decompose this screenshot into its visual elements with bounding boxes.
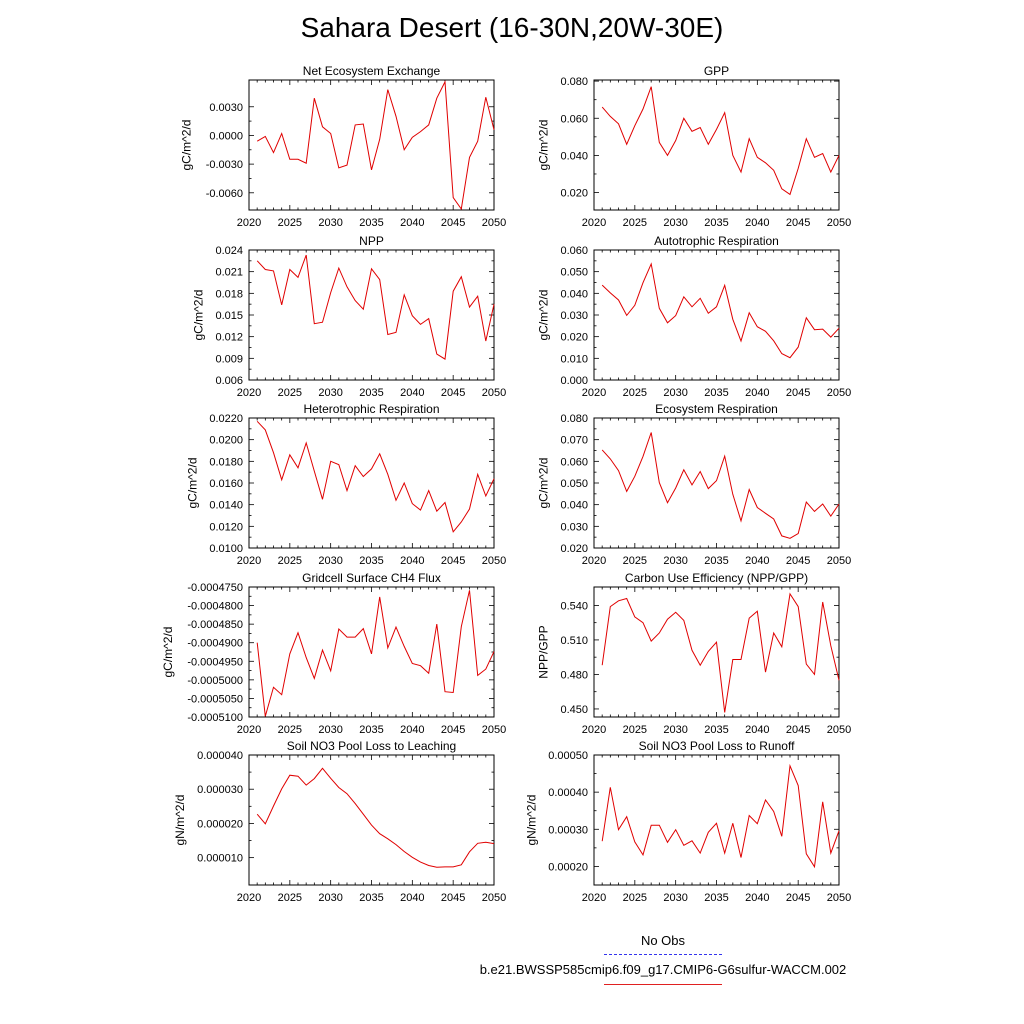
x-tick-label: 2040 <box>400 892 425 904</box>
y-tick-label: 0.0160 <box>209 478 243 490</box>
x-tick-label: 2020 <box>581 217 607 229</box>
x-tick-label: 2035 <box>359 387 384 399</box>
x-tick-label: 2020 <box>236 555 262 567</box>
x-tick-label: 2035 <box>704 892 729 904</box>
y-tick-label: -0.0004850 <box>187 619 243 632</box>
x-tick-label: 2030 <box>318 892 343 904</box>
y-tick-label: 0.060 <box>560 456 588 469</box>
x-tick-label: 2045 <box>785 892 811 904</box>
plot-frame <box>594 250 839 380</box>
y-tick-label: 0.040 <box>560 288 588 301</box>
y-tick-label: -0.0004900 <box>187 637 243 650</box>
y-axis-label: NPP/GPP <box>536 625 551 679</box>
x-tick-label: 2020 <box>581 892 607 904</box>
subplot-title: Soil NO3 Pool Loss to Runoff <box>638 739 795 753</box>
y-tick-label: 0.050 <box>560 478 588 490</box>
y-tick-label: 0.030 <box>560 521 588 534</box>
x-tick-label: 2035 <box>359 217 384 229</box>
x-tick-label: 2035 <box>359 555 384 567</box>
x-tick-label: 2045 <box>440 555 466 567</box>
subplot-title: Autotrophic Respiration <box>654 234 779 248</box>
x-tick-label: 2040 <box>400 387 425 399</box>
y-tick-label: 0.0180 <box>209 456 243 469</box>
x-tick-label: 2040 <box>745 387 770 399</box>
y-tick-label: -0.0005050 <box>187 693 243 706</box>
x-tick-label: 2050 <box>481 555 507 567</box>
x-tick-label: 2050 <box>826 892 852 904</box>
subplot-5 <box>185 402 506 567</box>
x-tick-label: 2040 <box>400 217 425 229</box>
subplot-7 <box>161 571 506 736</box>
x-tick-label: 2030 <box>663 217 688 229</box>
x-tick-label: 2050 <box>826 217 852 229</box>
subplot-title: Soil NO3 Pool Loss to Leaching <box>286 739 457 753</box>
y-tick-label: 0.070 <box>560 434 588 447</box>
y-tick-label: 0.012 <box>215 331 243 344</box>
series-line <box>257 255 494 359</box>
y-axis-label: gC/m^2/d <box>191 289 206 341</box>
y-tick-label: 0.020 <box>560 331 588 344</box>
y-tick-label: 0.080 <box>560 413 588 425</box>
y-tick-label: 0.0120 <box>209 521 243 534</box>
y-tick-label: 0.080 <box>560 76 588 89</box>
subplot-title: Ecosystem Respiration <box>655 402 778 416</box>
y-tick-label: -0.0004750 <box>187 582 243 594</box>
x-tick-label: 2045 <box>785 217 811 229</box>
x-tick-label: 2050 <box>481 892 507 904</box>
x-tick-label: 2025 <box>277 724 303 736</box>
y-axis-label: gC/m^2/d <box>185 457 200 509</box>
series-line <box>602 594 839 713</box>
x-tick-label: 2020 <box>581 387 607 399</box>
legend-case-line <box>604 984 722 985</box>
y-tick-label: 0.0220 <box>209 413 243 425</box>
x-tick-label: 2050 <box>826 555 852 567</box>
x-tick-label: 2020 <box>236 217 262 229</box>
y-tick-label: 0.009 <box>215 353 243 366</box>
x-tick-label: 2045 <box>785 724 811 736</box>
y-tick-label: 0.024 <box>215 245 243 257</box>
y-axis-label: gC/m^2/d <box>536 289 551 341</box>
series-line <box>602 87 839 195</box>
plot-frame <box>594 80 839 210</box>
x-tick-label: 2020 <box>581 555 607 567</box>
series-line <box>257 82 494 209</box>
x-tick-label: 2040 <box>745 724 770 736</box>
y-tick-label: 0.510 <box>560 634 588 647</box>
y-tick-label: 0.480 <box>560 669 588 682</box>
y-tick-label: 0.450 <box>560 703 588 716</box>
y-axis-label: gC/m^2/d <box>536 457 551 509</box>
x-tick-label: 2040 <box>745 555 770 567</box>
x-tick-label: 2030 <box>663 387 688 399</box>
y-tick-label: 0.018 <box>215 288 243 301</box>
subplot-title: GPP <box>703 64 730 78</box>
x-tick-label: 2045 <box>440 217 466 229</box>
x-tick-label: 2025 <box>622 217 648 229</box>
y-tick-label: 0.006 <box>215 375 243 387</box>
x-tick-label: 2025 <box>277 217 303 229</box>
x-tick-label: 2030 <box>663 892 688 904</box>
x-tick-label: 2035 <box>359 892 384 904</box>
y-tick-label: 0.00030 <box>548 824 588 837</box>
y-tick-label: 0.021 <box>215 266 243 279</box>
y-tick-label: -0.0004800 <box>187 600 243 613</box>
subplot-title: Gridcell Surface CH4 Flux <box>302 571 441 585</box>
y-tick-label: -0.0004950 <box>187 656 243 669</box>
subplot-title: NPP <box>359 234 384 248</box>
x-tick-label: 2045 <box>440 724 466 736</box>
plot-frame <box>249 418 494 548</box>
x-tick-label: 2045 <box>785 555 811 567</box>
y-axis-label: gC/m^2/d <box>536 119 551 171</box>
x-tick-label: 2040 <box>745 217 770 229</box>
y-tick-label: -0.0060 <box>205 187 243 200</box>
y-tick-label: 0.0030 <box>209 101 243 114</box>
y-tick-label: 0.000040 <box>197 750 243 762</box>
x-tick-label: 2020 <box>581 724 607 736</box>
x-tick-label: 2025 <box>622 892 648 904</box>
y-tick-label: 0.00020 <box>548 861 588 874</box>
x-tick-label: 2030 <box>318 217 343 229</box>
subplot-9 <box>173 739 506 904</box>
x-tick-label: 2020 <box>236 892 262 904</box>
y-tick-label: 0.540 <box>560 600 588 613</box>
x-tick-label: 2035 <box>704 217 729 229</box>
x-tick-label: 2025 <box>277 892 303 904</box>
x-tick-label: 2040 <box>400 555 425 567</box>
x-tick-label: 2030 <box>318 724 343 736</box>
y-tick-label: 0.040 <box>560 499 588 512</box>
subplot-2 <box>537 64 852 229</box>
series-line <box>257 421 494 532</box>
y-tick-label: 0.060 <box>560 245 588 257</box>
x-tick-label: 2035 <box>704 555 729 567</box>
legend-obs-label: No Obs <box>640 933 686 948</box>
x-tick-label: 2030 <box>318 387 343 399</box>
x-tick-label: 2040 <box>400 724 425 736</box>
x-tick-label: 2045 <box>440 387 466 399</box>
x-tick-label: 2050 <box>826 724 852 736</box>
series-line <box>602 766 839 867</box>
series-line <box>602 264 839 358</box>
y-tick-label: -0.0030 <box>205 159 243 172</box>
x-tick-label: 2035 <box>359 724 384 736</box>
subplot-8 <box>537 571 852 736</box>
subplot-3 <box>192 234 507 399</box>
x-tick-label: 2025 <box>622 387 648 399</box>
y-tick-label: 0.0200 <box>209 434 243 447</box>
x-tick-label: 2045 <box>785 387 811 399</box>
y-tick-label: 0.00050 <box>548 750 588 762</box>
y-tick-label: -0.0005100 <box>187 712 243 724</box>
x-tick-label: 2025 <box>277 555 303 567</box>
y-tick-label: 0.0100 <box>209 543 243 555</box>
page-title: Sahara Desert (16-30N,20W-30E) <box>300 12 724 43</box>
subplot-4 <box>537 234 852 399</box>
x-tick-label: 2030 <box>663 724 688 736</box>
x-tick-label: 2050 <box>481 724 507 736</box>
legend-obs-line <box>604 954 722 955</box>
y-tick-label: 0.000 <box>560 375 588 387</box>
x-tick-label: 2035 <box>704 387 729 399</box>
subplot-title: Carbon Use Efficiency (NPP/GPP) <box>624 571 809 585</box>
y-tick-label: 0.060 <box>560 113 588 126</box>
y-tick-label: -0.0005000 <box>187 674 243 687</box>
x-tick-label: 2050 <box>481 387 507 399</box>
x-tick-label: 2050 <box>481 217 507 229</box>
x-tick-label: 2050 <box>826 387 852 399</box>
y-tick-label: 0.0140 <box>209 499 243 512</box>
legend-case-label: b.e21.BWSSP585cmip6.f09_g17.CMIP6-G6sulfur-WACCM.002 <box>479 962 847 977</box>
y-tick-label: 0.020 <box>560 187 588 200</box>
x-tick-label: 2025 <box>622 555 648 567</box>
y-tick-label: 0.030 <box>560 310 588 322</box>
y-tick-label: 0.000020 <box>197 818 243 831</box>
y-tick-label: 0.015 <box>215 310 243 322</box>
x-tick-label: 2020 <box>236 387 262 399</box>
subplot-10 <box>524 739 851 904</box>
x-tick-label: 2020 <box>236 724 262 736</box>
x-tick-label: 2030 <box>663 555 688 567</box>
x-tick-label: 2045 <box>440 892 466 904</box>
series-line <box>257 768 494 867</box>
y-tick-label: 0.0000 <box>209 130 243 143</box>
y-axis-label: gC/m^2/d <box>161 626 175 678</box>
series-line <box>257 590 494 716</box>
x-tick-label: 2025 <box>277 387 303 399</box>
y-tick-label: 0.050 <box>560 266 588 279</box>
x-tick-label: 2040 <box>745 892 770 904</box>
y-tick-label: 0.000010 <box>197 852 243 865</box>
y-tick-label: 0.040 <box>560 150 588 163</box>
y-tick-label: 0.000030 <box>197 784 243 797</box>
x-tick-label: 2025 <box>622 724 648 736</box>
subplot-title: Heterotrophic Respiration <box>303 402 440 416</box>
series-line <box>602 433 839 539</box>
y-axis-label: gN/m^2/d <box>173 794 188 846</box>
subplot-1 <box>179 64 506 229</box>
y-tick-label: 0.020 <box>560 543 588 555</box>
y-axis-label: gC/m^2/d <box>179 119 194 171</box>
x-tick-label: 2030 <box>318 555 343 567</box>
x-tick-label: 2035 <box>704 724 729 736</box>
y-tick-label: 0.00040 <box>548 787 588 800</box>
subplot-6 <box>537 402 852 567</box>
subplot-title: Net Ecosystem Exchange <box>302 64 441 78</box>
y-axis-label: gN/m^2/d <box>524 794 539 846</box>
y-tick-label: 0.010 <box>560 353 588 366</box>
